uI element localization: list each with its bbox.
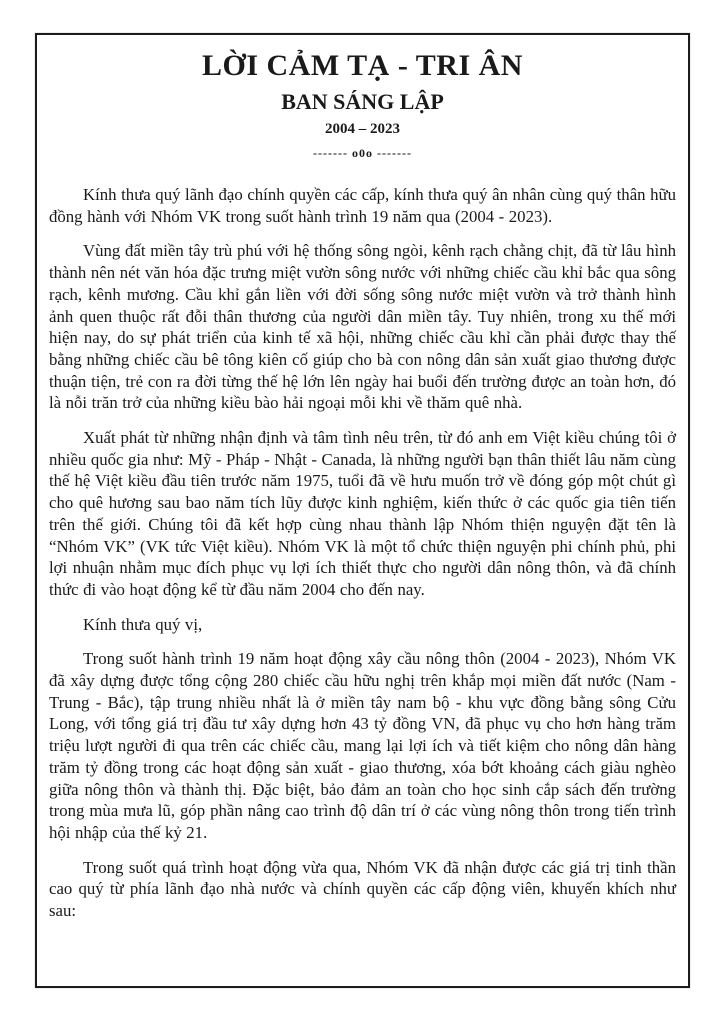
paragraph-salutation: Kính thưa quý vị, [83,614,203,634]
document-title: LỜI CẢM TẠ - TRI ÂN [202,49,523,82]
paragraph-greeting: Kính thưa quý lãnh đạo chính quyền các cấp, kính thưa quý ân nhân cùng quý thân hữu đồng hành với Nhóm VK trong suốt hành trình 19 năm qua (2004 - 2023). [49,185,676,226]
document-body [49,184,676,922]
paragraph-achievements: Trong suốt hành trình 19 năm hoạt động xây cầu nông thôn (2004 - 2023), Nhóm VK đã xây dựng được tổng cộng 280 chiếc cầu hữu nghị trên khắp mọi miền đất nước (Nam - Trung - Bắc), tập trung nhiều nhất là ở miền tây nam bộ - khu vực đồng bằng sông Cửu Long, với tổng giá trị đầu tư xây dựng hơn 43 tỷ đồng VN, đã phục vụ cho hơn hàng trăm triệu lượt người đi qua trên các chiếc cầu, mang lại lợi ích và tiết kiệm cho nông dân hàng trăm tỷ đồng trong các hoạt động sản xuất - giao thương, xóa bớt khoảng cách giàu nghèo giữa nông thôn và thành thị. Đặc biệt, bảo đảm an toàn cho học sinh cắp sách đến trường trong mùa mưa lũ, góp phần nâng cao trình độ dân trí ở các vùng nông thôn trong tiến trình hội nhập của thế kỷ 21. [49,649,676,842]
document-border-frame [35,33,690,988]
ornamental-divider: ------- o0o ------- [313,146,412,160]
document-subtitle: BAN SÁNG LẬP [281,89,444,114]
paragraph-recognition-intro: Trong suốt quá trình hoạt động vừa qua, Nhóm VK đã nhận được các giá trị tinh thần cao quý từ phía lãnh đạo nhà nước và chính quyền các cấp động viên, khuyến khích như sau: [49,857,676,921]
document-period: 2004 – 2023 [325,121,400,137]
paragraph-founding-story: Xuất phát từ những nhận định và tâm tình nêu trên, từ đó anh em Việt kiều chúng tôi ở nhiều quốc gia như: Mỹ - Pháp - Nhật - Canada, là những người bạn thân thiết lâu năm cùng thế hệ Việt kiều đầu tiên trước năm 1975, tuổi đã về hưu muốn trở về đóng góp một chút gì cho quê hương sau bao năm tích lũy được kinh nghiệm, kiến thức ở các quốc gia tiên tiến trên thế giới. Chúng tôi đã kết hợp cùng nhau thành lập Nhóm thiện nguyện đặt tên là “Nhóm VK” (VK tức Việt kiều). Nhóm VK là một tổ chức thiện nguyện phi chính phủ, phi lợi nhuận nhằm mục đích phục vụ lợi ích thiết thực cho người dân nông thôn, và đã chính thức đi vào hoạt động kể từ đầu năm 2004 cho đến nay. [49,428,676,599]
paragraph-mekong-context: Vùng đất miền tây trù phú với hệ thống sông ngòi, kênh rạch chằng chịt, đã từ lâu hình thành nên nét văn hóa đặc trưng miệt vườn sông nước với những chiếc cầu khỉ bắc qua sông rạch, kênh mương. Cầu khỉ gắn liền với đời sống sông nước miệt vườn và trở thành hình ảnh quen thuộc rất đỗi thân thương của người dân miền tây. Tuy nhiên, trong xu thế mới hiện nay, do sự phát triển của kinh tế xã hội, những chiếc cầu khỉ cần phải được thay thế bằng những chiếc cầu bê tông kiên cố giúp cho bà con nông dân sản xuất giao thương được thuận tiện, trẻ con ra đời từng thế hệ lớn lên ngày hai buổi đến trường được an toàn hơn, đó là nỗi trăn trở của những kiều bào hải ngoại mỗi khi về thăm quê nhà. [49,241,676,413]
